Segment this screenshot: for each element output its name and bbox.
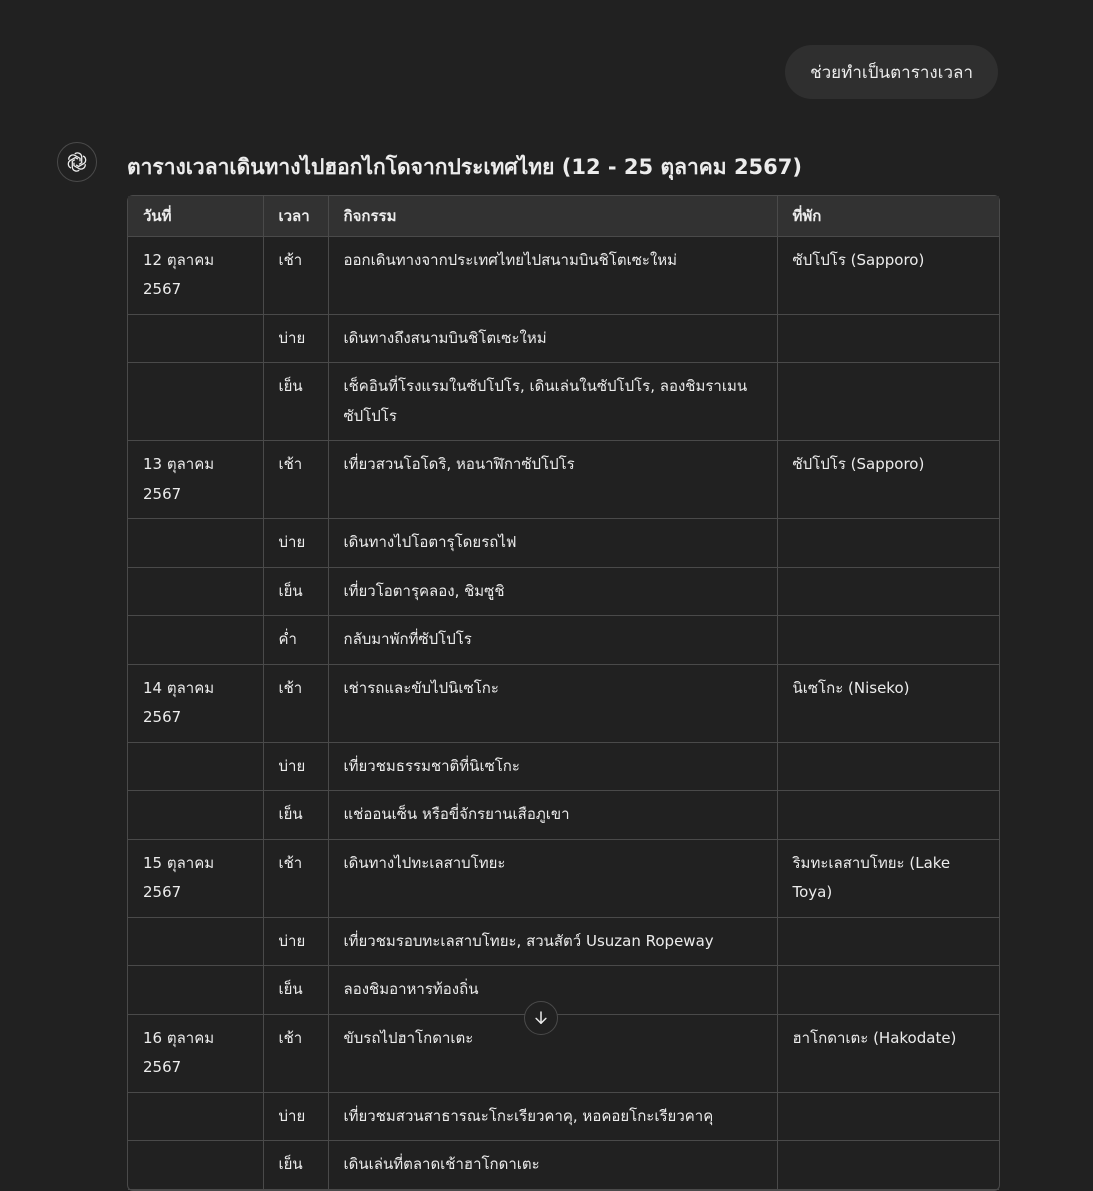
table-row xyxy=(128,1092,999,1141)
cell-activity: เดินทางไปทะเลสาบโทยะ xyxy=(328,839,777,917)
cell-time: บ่าย xyxy=(263,1092,328,1141)
cell-date: 12 ตุลาคม 2567 xyxy=(128,236,263,314)
table-row xyxy=(128,839,999,917)
cell-date: 14 ตุลาคม 2567 xyxy=(128,664,263,742)
table-row xyxy=(128,441,999,519)
cell-activity: เช็คอินที่โรงแรมในซัปโปโร, เดินเล่นในซัปโปโร, ลองชิมราเมนซัปโปโร xyxy=(328,363,777,441)
cell-accommodation: นิเซโกะ (Niseko) xyxy=(777,664,999,742)
table-row xyxy=(128,519,999,568)
cell-accommodation xyxy=(777,791,999,840)
table-body xyxy=(128,236,999,1189)
header-date: วันที่ xyxy=(128,196,263,236)
table-row xyxy=(128,1141,999,1190)
cell-accommodation xyxy=(777,1141,999,1190)
cell-time: เย็น xyxy=(263,567,328,616)
cell-accommodation: ริมทะเลสาบโทยะ (Lake Toya) xyxy=(777,839,999,917)
table-row xyxy=(128,236,999,314)
arrow-down-icon xyxy=(532,1009,550,1027)
cell-activity: เที่ยวชมสวนสาธารณะโกะเรียวคาคุ, หอคอยโกะเรียวคาคุ xyxy=(328,1092,777,1141)
response-heading: ตารางเวลาเดินทางไปฮอกไกโดจากประเทศไทย (12 - 25 ตุลาคม 2567) xyxy=(127,155,802,179)
cell-date xyxy=(128,567,263,616)
cell-date xyxy=(128,1141,263,1190)
table-row xyxy=(128,1014,999,1092)
cell-time: บ่าย xyxy=(263,519,328,568)
cell-time: เย็น xyxy=(263,1141,328,1190)
table-row xyxy=(128,917,999,966)
table-row xyxy=(128,791,999,840)
cell-time: เย็น xyxy=(263,966,328,1015)
table-row xyxy=(128,314,999,363)
cell-time: ค่ำ xyxy=(263,616,328,665)
cell-date xyxy=(128,791,263,840)
cell-time: บ่าย xyxy=(263,917,328,966)
cell-activity: เที่ยวชมธรรมชาติที่นิเซโกะ xyxy=(328,742,777,791)
cell-date xyxy=(128,616,263,665)
cell-activity: เที่ยวชมรอบทะเลสาบโทยะ, สวนสัตว์ Usuzan Ropeway xyxy=(328,917,777,966)
cell-time: เช้า xyxy=(263,664,328,742)
cell-activity: เดินทางไปโอตารุโดยรถไฟ xyxy=(328,519,777,568)
cell-date xyxy=(128,1092,263,1141)
cell-accommodation: ซัปโปโร (Sapporo) xyxy=(777,236,999,314)
cell-time: เย็น xyxy=(263,363,328,441)
header-activity: กิจกรรม xyxy=(328,196,777,236)
openai-logo-icon xyxy=(65,150,89,174)
cell-time: บ่าย xyxy=(263,314,328,363)
user-message-bubble xyxy=(785,45,998,99)
cell-date: 13 ตุลาคม 2567 xyxy=(128,441,263,519)
cell-date xyxy=(128,966,263,1015)
cell-activity: ลองชิมอาหารท้องถิ่น xyxy=(328,966,777,1015)
cell-accommodation xyxy=(777,314,999,363)
cell-accommodation xyxy=(777,917,999,966)
cell-time: เช้า xyxy=(263,1014,328,1092)
table-header-row xyxy=(128,196,999,236)
cell-activity: ออกเดินทางจากประเทศไทยไปสนามบินชิโตเซะใหม่ xyxy=(328,236,777,314)
cell-activity: ขับรถไปฮาโกดาเตะ xyxy=(328,1014,777,1092)
table-row xyxy=(128,664,999,742)
cell-activity: เดินเล่นที่ตลาดเช้าฮาโกดาเตะ xyxy=(328,1141,777,1190)
cell-time: เช้า xyxy=(263,441,328,519)
scroll-to-bottom-button[interactable] xyxy=(524,1001,558,1035)
cell-date xyxy=(128,314,263,363)
cell-time: เช้า xyxy=(263,839,328,917)
cell-time: เช้า xyxy=(263,236,328,314)
cell-accommodation: ซัปโปโร (Sapporo) xyxy=(777,441,999,519)
user-message-text: ช่วยทำเป็นตารางเวลา xyxy=(810,62,973,83)
cell-time: เย็น xyxy=(263,791,328,840)
cell-activity: เช่ารถและขับไปนิเซโกะ xyxy=(328,664,777,742)
table-row xyxy=(128,616,999,665)
cell-date xyxy=(128,742,263,791)
cell-accommodation xyxy=(777,363,999,441)
cell-date xyxy=(128,917,263,966)
cell-date: 15 ตุลาคม 2567 xyxy=(128,839,263,917)
cell-activity: เดินทางถึงสนามบินชิโตเซะใหม่ xyxy=(328,314,777,363)
cell-accommodation xyxy=(777,616,999,665)
cell-accommodation xyxy=(777,519,999,568)
cell-accommodation xyxy=(777,742,999,791)
cell-date: 16 ตุลาคม 2567 xyxy=(128,1014,263,1092)
cell-activity: เที่ยวสวนโอโดริ, หอนาฬิกาซัปโปโร xyxy=(328,441,777,519)
assistant-avatar xyxy=(57,142,97,182)
cell-activity: แช่ออนเซ็น หรือขี่จักรยานเสือภูเขา xyxy=(328,791,777,840)
itinerary-table-container xyxy=(127,195,1000,1191)
cell-accommodation xyxy=(777,1092,999,1141)
itinerary-table xyxy=(128,196,999,1190)
cell-activity: เที่ยวโอตารุคลอง, ชิมซูชิ xyxy=(328,567,777,616)
table-row xyxy=(128,742,999,791)
header-time: เวลา xyxy=(263,196,328,236)
table-row xyxy=(128,363,999,441)
table-row xyxy=(128,567,999,616)
table-row xyxy=(128,966,999,1015)
cell-activity: กลับมาพักที่ซัปโปโร xyxy=(328,616,777,665)
header-accommodation: ที่พัก xyxy=(777,196,999,236)
cell-accommodation: ฮาโกดาเตะ (Hakodate) xyxy=(777,1014,999,1092)
cell-accommodation xyxy=(777,567,999,616)
cell-date xyxy=(128,363,263,441)
cell-accommodation xyxy=(777,966,999,1015)
cell-time: บ่าย xyxy=(263,742,328,791)
cell-date xyxy=(128,519,263,568)
